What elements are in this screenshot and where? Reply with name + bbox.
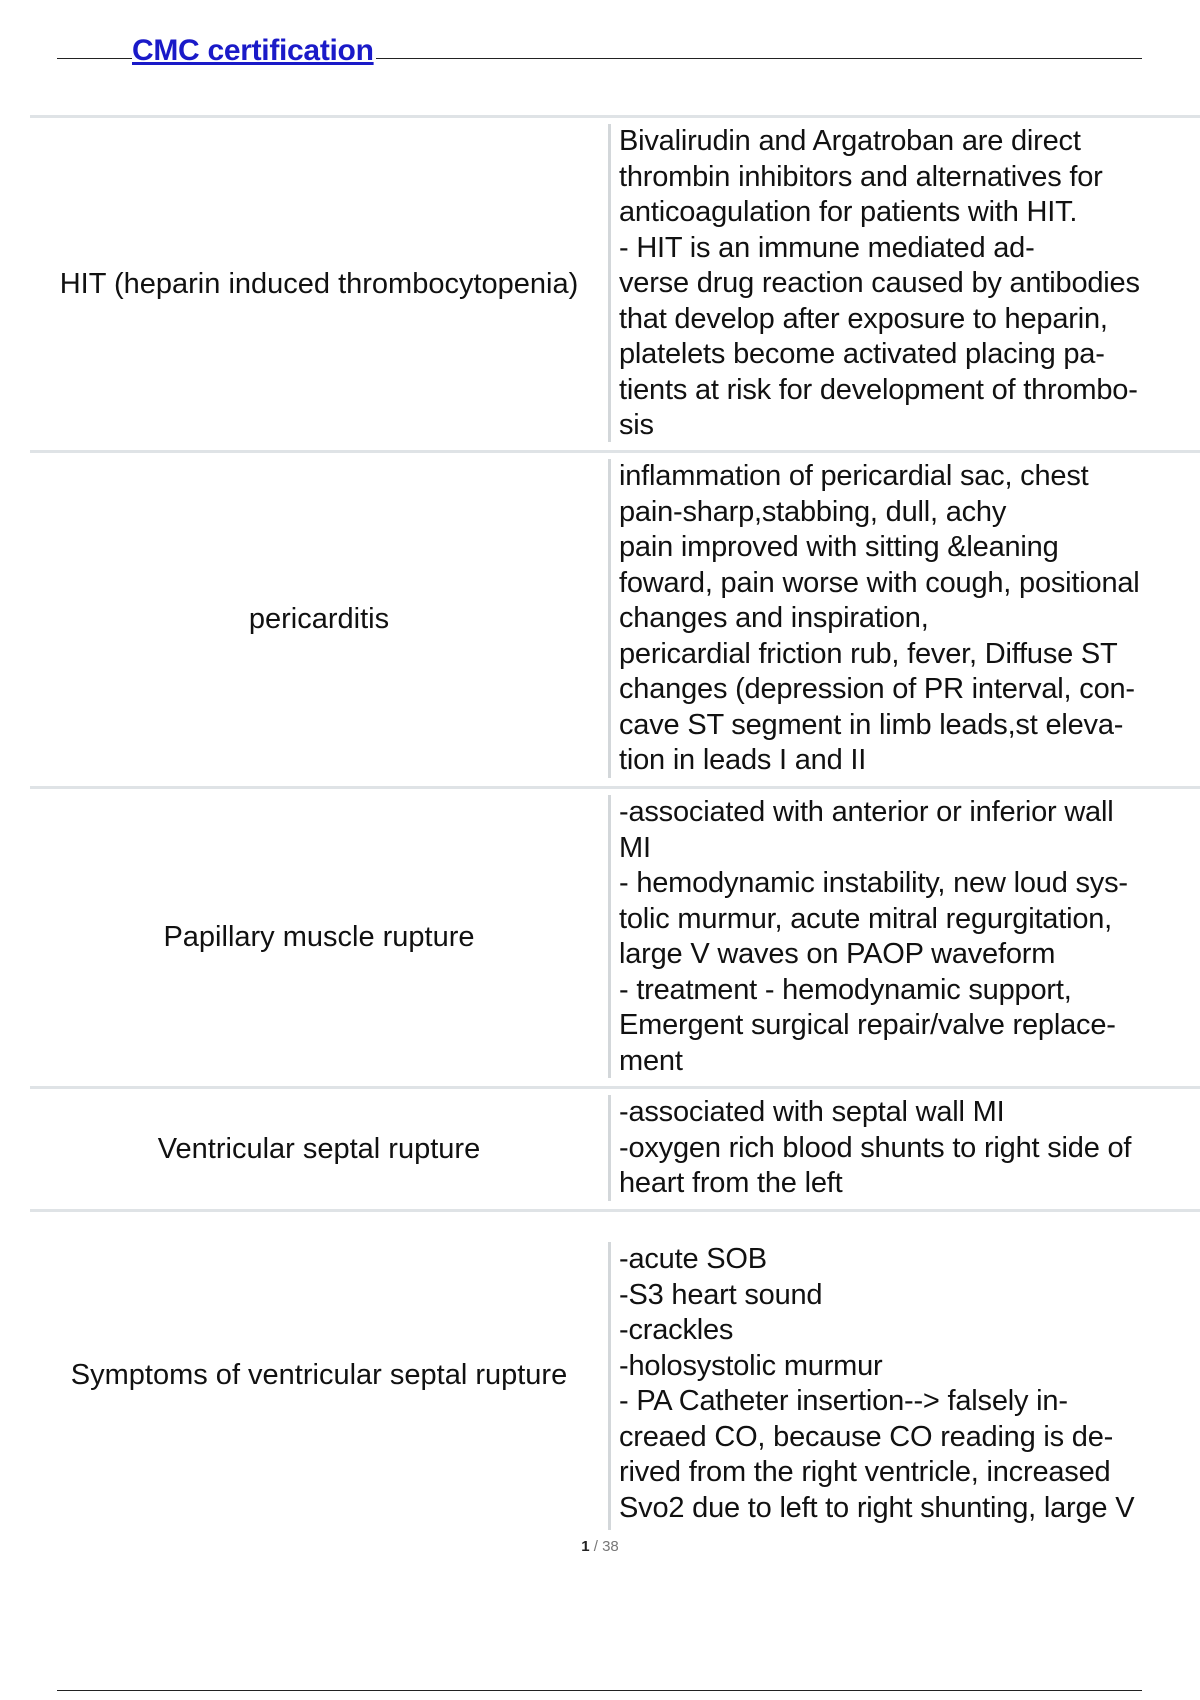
card-definition: -associated with anterior or inferior wall MI - hemodynamic instability, new loud sys- tolic murmur, acute mitral regurgitation, large V waves on PAOP waveform - treatment - hemodynamic support, Emergent surgical repair/valve replace- ment (608, 795, 1200, 1078)
page-separator: / (589, 1538, 603, 1555)
document-title: CMC certification (132, 34, 374, 67)
card-term: pericarditis (248, 603, 390, 635)
card-definition: inflammation of pericardial sac, chest pain-sharp,stabbing, dull, achy pain improved with sitting &leaning foward, pain worse with cough, positional changes and inspiration, pericardial friction rub, fever, Diffuse ST changes (depression of PR interval, con- cave ST segment in limb leads,st eleva- tion in leads I and II (608, 459, 1200, 778)
card-definition: -associated with septal wall MI -oxygen rich blood shunts to right side of heart from the left (608, 1095, 1200, 1201)
page-header (57, 28, 1142, 67)
card-definition: -acute SOB -S3 heart sound -crackles -holosystolic murmur - PA Catheter insertion--> falsely in- creaed CO, because CO reading is de- rived from the right ventricle, increased Svo2 due to left to right shunting, large V (608, 1242, 1200, 1530)
card-term: Papillary muscle rupture (163, 921, 475, 953)
flashcard-row (30, 786, 1200, 1086)
card-term: Symptoms of ventricular septal rupture (70, 1358, 568, 1391)
card-term: HIT (heparin induced thrombocytopenia) (59, 267, 579, 300)
page-current: 1 (581, 1538, 590, 1555)
flashcard-row (30, 450, 1200, 786)
flashcard-table (30, 115, 1200, 1538)
flashcard-row (30, 115, 1200, 450)
card-definition: Bivalirudin and Argatroban are direct thrombin inhibitors and alternatives for anticoagulation for patients with HIT. - HIT is an immune mediated ad- verse drug reaction caused by antibodies that develop after exposure to heparin, platelets become activated placing pa- tients at risk for development of thrombo- sis (608, 124, 1200, 442)
card-term: Ventricular septal rupture (157, 1132, 481, 1165)
flashcard-row (30, 1086, 1200, 1209)
page-number (0, 1538, 1200, 1555)
page-total: 38 (602, 1538, 619, 1555)
footer-divider (57, 1690, 1142, 1691)
flashcard-row (30, 1209, 1200, 1538)
